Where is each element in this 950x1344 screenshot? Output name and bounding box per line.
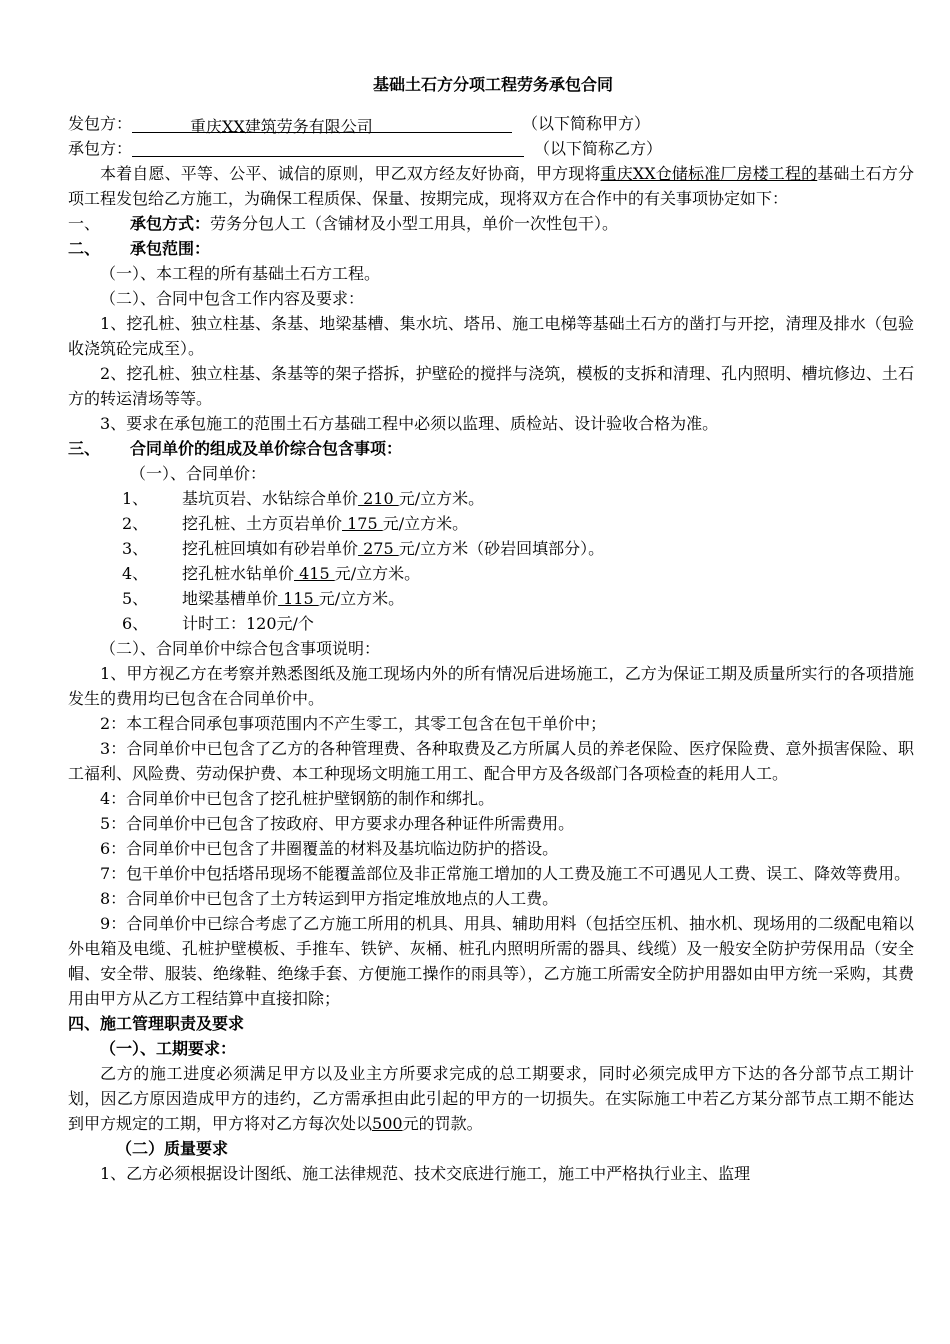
- section-2-number: 二、: [68, 239, 101, 258]
- price-number: 2、: [122, 514, 149, 533]
- fine-amount: 500: [372, 1114, 403, 1133]
- section-2-subitem: 1、挖孔桩、独立柱基、条基、地梁基槽、集水坑、塔吊、施工电梯等基础土石方的凿打与开挖，清理及排水（包验收浇筑砼完成至）。: [68, 314, 914, 358]
- price-unit: 元/立方米。: [382, 514, 469, 533]
- price-value: 175: [342, 514, 383, 533]
- section-2-heading-line: [68, 236, 914, 261]
- contractor-note: （以下简称乙方）: [534, 139, 663, 158]
- section-3-item-b: （二）、合同单价中综合包含事项说明：: [100, 639, 381, 658]
- section-2-heading: 承包范围：: [130, 239, 211, 258]
- price-number: 4、: [122, 564, 149, 583]
- section-2-item-b: （二）、合同中包含工作内容及要求：: [100, 289, 365, 308]
- section-2-subitem: 2、挖孔桩、独立柱基、条基等的架子搭拆，护壁砼的搅拌与浇筑，模板的支拆和清理、孔内照明、槽坑修边、土石方的转运清场等等。: [68, 364, 914, 408]
- section-3-note: 8：合同单价中已包含了土方转运到甲方指定堆放地点的人工费。: [100, 889, 559, 908]
- section-3-note: 2：本工程合同承包事项范围内不产生零工，其零工包含在包干单价中；: [100, 714, 607, 733]
- price-item: 计时工：120元/个: [182, 614, 314, 633]
- section-3-note: 7：包干单价中包括塔吊现场不能覆盖部位及非正常施工增加的人工费及施工不可遇见人工费、误工、降效等费用。: [100, 864, 911, 883]
- price-number: 6、: [122, 614, 149, 633]
- schedule-text-2: 元的罚款。: [402, 1114, 483, 1133]
- contractor-name-field: [132, 138, 524, 157]
- section-1-heading: 承包方式：: [130, 214, 211, 233]
- section-3-number: 三、: [68, 439, 101, 458]
- price-item: 挖孔桩水钻单价: [182, 564, 295, 583]
- price-row: [68, 536, 914, 561]
- section-1: [68, 211, 914, 236]
- price-unit: 元/立方米。: [334, 564, 421, 583]
- contractor-line: [68, 136, 914, 161]
- employer-label: 发包方：: [68, 114, 133, 133]
- section-3-heading: 合同单价的组成及单价综合包含事项：: [130, 439, 403, 458]
- intro-paragraph: [68, 161, 914, 211]
- section-3-note: 9：合同单价中已综合考虑了乙方施工所用的机具、用具、辅助用料（包括空压机、抽水机、现场用的二级配电箱以外电箱及电缆、孔桩护壁模板、手推车、铁铲、灰桶、桩孔内照明所需的器具、线缆）及一般安全防护劳保用品（安全帽、安全带、服装、绝缘鞋、绝缘手套、方便施工操作的雨具等），乙方施工所需安全防护用器如由甲方统一采购，其费用由甲方从乙方工程结算中直接扣除；: [68, 914, 914, 1008]
- section-3-heading-line: [68, 436, 914, 461]
- price-item: 挖孔桩、土方页岩单价: [182, 514, 343, 533]
- price-item: 地梁基槽单价: [182, 589, 279, 608]
- employer-name: 重庆XX建筑劳务有限公司: [190, 117, 373, 136]
- price-number: 3、: [122, 539, 149, 558]
- section-4-item-b: （二）质量要求: [116, 1139, 229, 1158]
- section-3-item-a: （一）、合同单价：: [130, 464, 267, 483]
- price-unit: 元/立方米（砂岩回填部分）。: [398, 539, 605, 558]
- price-number: 5、: [122, 589, 149, 608]
- intro-project-name: 重庆XX仓储标准厂房楼工程的: [600, 164, 818, 183]
- price-item: 挖孔桩回填如有砂岩单价: [182, 539, 359, 558]
- price-value: 415: [294, 564, 335, 583]
- price-value: 115: [278, 589, 319, 608]
- price-unit: 元/立方米。: [318, 589, 405, 608]
- price-row: [68, 511, 914, 536]
- section-3-note: 5：合同单价中已包含了按政府、甲方要求办理各种证件所需费用。: [100, 814, 575, 833]
- section-4-item-a: （一）、工期要求：: [100, 1039, 237, 1058]
- price-value: 275: [358, 539, 399, 558]
- contract-page: [68, 72, 914, 1186]
- section-3-note: 1、甲方视乙方在考察并熟悉图纸及施工现场内外的所有情况后进场施工，乙方为保证工期及质量所实行的各项措施发生的费用均已包含在合同单价中。: [68, 664, 914, 708]
- section-4-schedule-text: [68, 1061, 914, 1136]
- section-3-note: 6：合同单价中已包含了井圈覆盖的材料及基坑临边防护的搭设。: [100, 839, 559, 858]
- price-row: [68, 486, 914, 511]
- price-row: [68, 586, 914, 611]
- section-4-quality-text: 1、乙方必须根据设计图纸、施工法律规范、技术交底进行施工，施工中严格执行业主、监理: [100, 1164, 751, 1183]
- section-3-note: 4：合同单价中已包含了挖孔桩护壁钢筋的制作和绑扎。: [100, 789, 495, 808]
- price-value: 210: [358, 489, 399, 508]
- intro-text-1: 本着自愿、平等、公平、诚信的原则，甲乙双方经友好协商，甲方现将: [100, 164, 601, 183]
- intro-text-2: 基础土石方分项工程发包给乙方施工，为确保工程质保、保量、按期完成，现将双方在合作中的有关事项协定如下：: [68, 164, 914, 208]
- section-1-text: 劳务分包人工（含铺材及小型工用具，单价一次性包干）。: [210, 214, 619, 233]
- price-row: [68, 561, 914, 586]
- price-number: 1、: [122, 489, 149, 508]
- section-2-subitem: 3、要求在承包施工的范围土石方基础工程中必须以监理、质检站、设计验收合格为准。: [100, 414, 719, 433]
- price-row: [68, 611, 914, 636]
- price-item: 基坑页岩、水钻综合单价: [182, 489, 359, 508]
- employer-note: （以下简称甲方）: [522, 114, 651, 133]
- section-4-heading: 四、施工管理职责及要求: [68, 1014, 245, 1033]
- employer-line: [68, 111, 914, 136]
- section-3-note: 3：合同单价中已包含了乙方的各种管理费、各种取费及乙方所属人员的养老保险、医疗保险费、意外损害保险、职工福利、风险费、劳动保护费、本工种现场文明施工用工、配合甲方及各级部门各项检查的耗用人工。: [68, 739, 914, 783]
- contractor-label: 承包方：: [68, 139, 133, 158]
- schedule-text-1: 乙方的施工进度必须满足甲方以及业主方所要求完成的总工期要求，同时必须完成甲方下达的各分部节点工期计划，因乙方原因造成甲方的违约，乙方需承担由此引起的甲方的一切损失。在实际施工中若乙方某分部节点工期不能达到甲方规定的工期，甲方将对乙方每次处以: [68, 1064, 914, 1133]
- employer-name-field: [132, 114, 512, 136]
- section-2-item-a: （一）、本工程的所有基础土石方工程。: [100, 264, 381, 283]
- section-1-number: 一、: [68, 214, 101, 233]
- price-unit: 元/立方米。: [398, 489, 485, 508]
- document-title: 基础土石方分项工程劳务承包合同: [372, 75, 613, 94]
